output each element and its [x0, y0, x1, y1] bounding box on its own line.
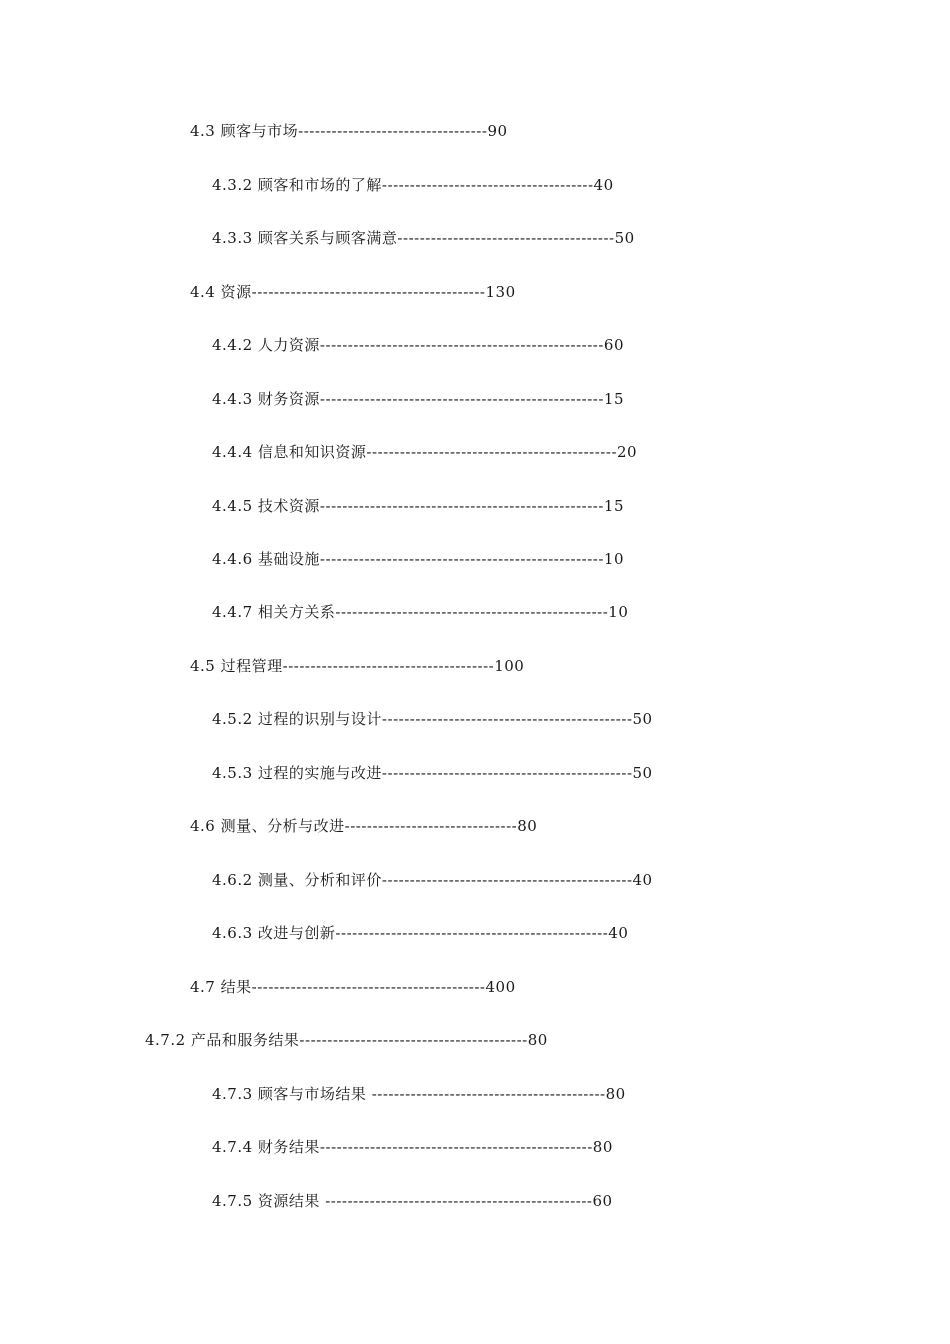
toc-entry-4-4-3: [212, 387, 742, 411]
toc-entry-text: 4.4.5 技术资源---------------------------------------------------15: [212, 497, 625, 515]
toc-entry-4-4-2: [212, 333, 742, 357]
toc-entry-text: 4.5 过程管理--------------------------------------100: [190, 657, 525, 675]
toc-entry-4-6-3: [212, 921, 742, 945]
toc-entry-text: 4.4 资源------------------------------------------130: [190, 283, 516, 301]
toc-entry-4-4-4: [212, 440, 742, 464]
toc-entry-text: 4.6.2 测量、分析和评价---------------------------------------------40: [212, 871, 653, 889]
toc-entry-4-7-5: [212, 1189, 742, 1213]
toc-entry-4-5-3: [212, 761, 742, 785]
toc-entry-4-6: [190, 814, 630, 838]
toc-entry-4-7-2: [145, 1028, 670, 1052]
toc-entry-text: 4.5.3 过程的实施与改进---------------------------------------------50: [212, 764, 653, 782]
toc-entry-text: 4.6.3 改进与创新-------------------------------------------------40: [212, 924, 629, 942]
toc-entry-4-4-5: [212, 494, 742, 518]
toc-entry-4-4-6: [212, 547, 742, 571]
toc-entry-4-4: [190, 280, 630, 304]
toc-entry-text: 4.6 测量、分析与改进-------------------------------80: [190, 817, 538, 835]
toc-entry-text: 4.4.6 基础设施---------------------------------------------------10: [212, 550, 625, 568]
toc-entry-text: 4.5.2 过程的识别与设计---------------------------------------------50: [212, 710, 653, 728]
toc-entry-text: 4.4.3 财务资源---------------------------------------------------15: [212, 390, 625, 408]
toc-entry-text: 4.3.2 顾客和市场的了解--------------------------------------40: [212, 176, 614, 194]
toc-entry-4-5-2: [212, 707, 742, 731]
toc-entry-4-3: [190, 119, 630, 143]
toc-entry-text: 4.3 顾客与市场----------------------------------90: [190, 122, 508, 140]
toc-entry-text: 4.4.4 信息和知识资源---------------------------------------------20: [212, 443, 638, 461]
toc-entry-4-3-3: [212, 226, 742, 250]
toc-entry-text: 4.7.5 资源结果 ------------------------------------------------60: [212, 1192, 613, 1210]
toc-entry-text: 4.4.2 人力资源---------------------------------------------------60: [212, 336, 625, 354]
toc-entry-text: 4.4.7 相关方关系-------------------------------------------------10: [212, 603, 629, 621]
toc-entry-4-7-3: [212, 1082, 742, 1106]
toc-entry-text: 4.7 结果------------------------------------------400: [190, 978, 516, 996]
toc-entry-4-7: [190, 975, 630, 999]
toc-entry-4-7-4: [212, 1135, 742, 1159]
toc-entry-text: 4.7.2 产品和服务结果-----------------------------------------80: [145, 1031, 548, 1049]
toc-entry-4-3-2: [212, 173, 732, 197]
toc-entry-text: 4.7.4 财务结果-------------------------------------------------80: [212, 1138, 613, 1156]
toc-entry-text: 4.7.3 顾客与市场结果 ------------------------------------------80: [212, 1085, 626, 1103]
toc-entry-4-4-7: [212, 600, 742, 624]
toc-entry-4-5: [190, 654, 630, 678]
toc-entry-4-6-2: [212, 868, 742, 892]
toc-entry-text: 4.3.3 顾客关系与顾客满意---------------------------------------50: [212, 229, 635, 247]
